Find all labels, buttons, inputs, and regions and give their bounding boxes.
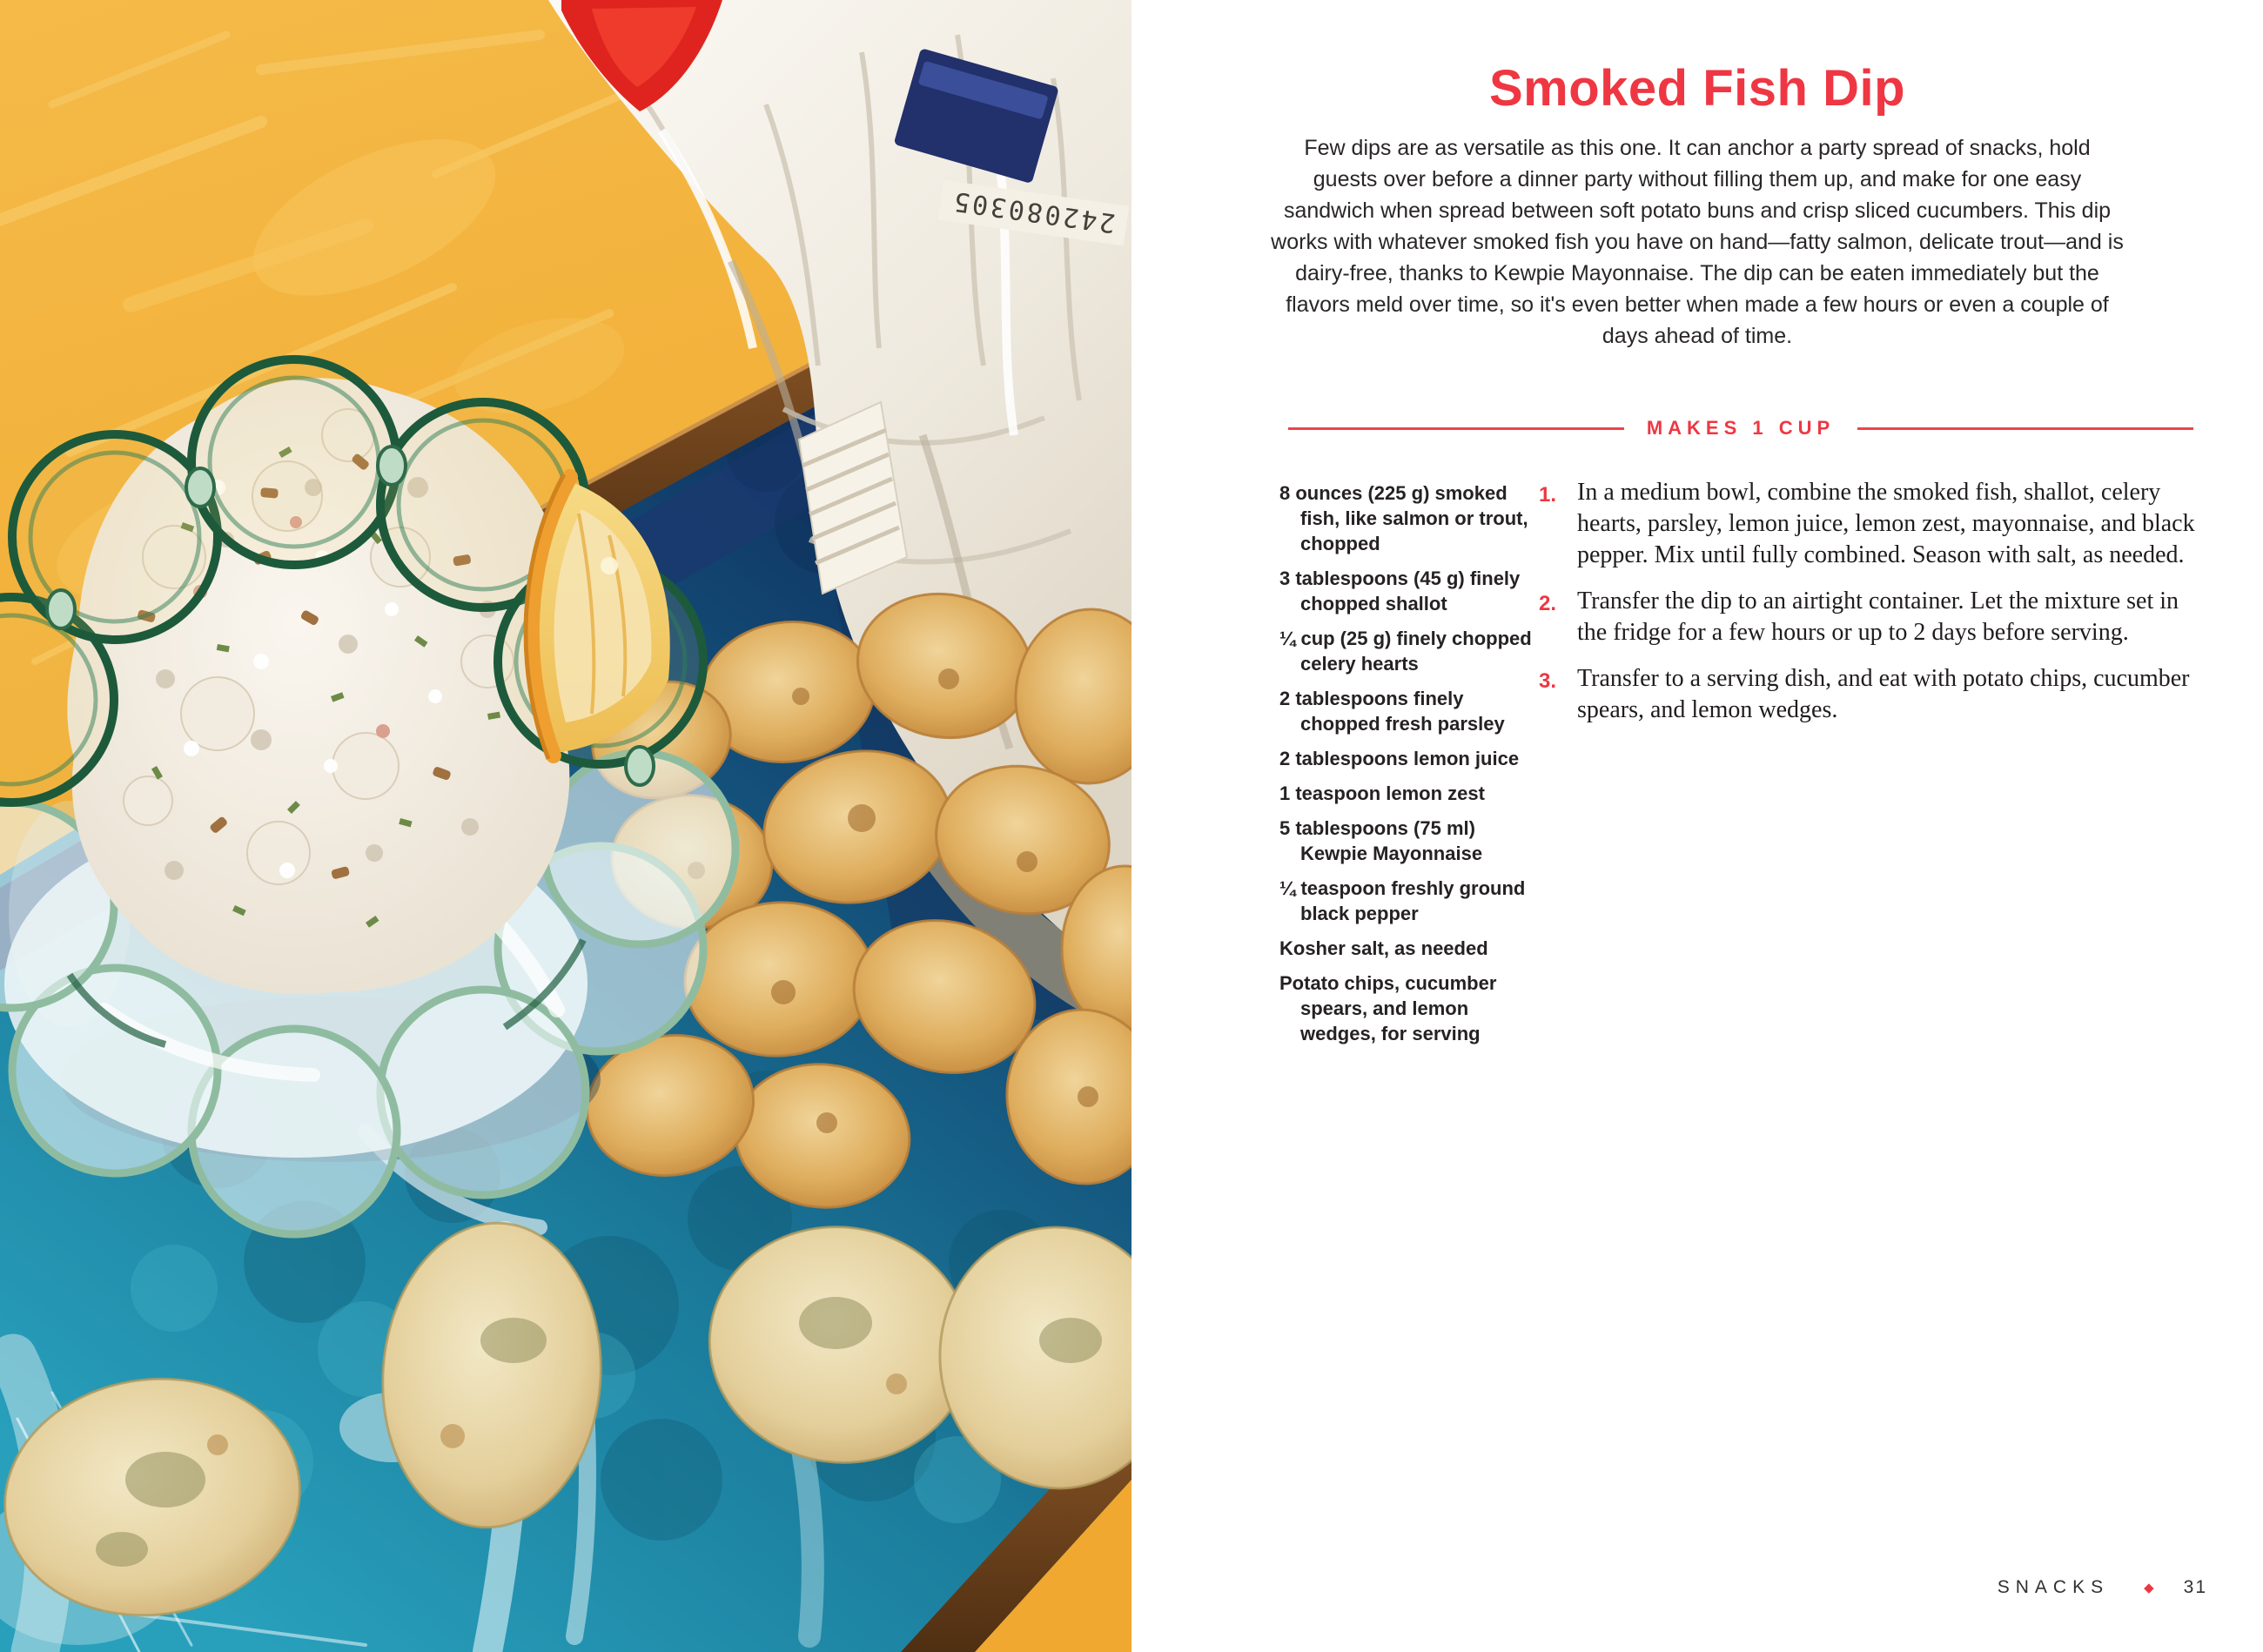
ingredient-item: ¼ teaspoon freshly ground black pepper: [1279, 877, 1526, 924]
step-text: Transfer the dip to an airtight container. Let the mixture set in the fridge for a few hours or up to 2 days before serving.: [1577, 588, 2179, 646]
ingredient-item: 8 ounces (225 g) smoked fish, like salmon or trout, chopped: [1279, 482, 1528, 554]
footer-page-number: 31: [2183, 1577, 2207, 1597]
recipe-intro: Few dips are as versatile as this one. It can anchor a party spread of snacks, hold guests over before a dinner party without filling them up, and make for one easy sandwich when spread between soft potato buns and crisp sliced cucumbers. This dip works with whatever smoked fish you have on hand—fatty salmon, delicate trout—and is dairy-free, thanks to Kewpie Mayonnaise. The dip can be eaten immediately but the flavors meld over time, so it's even better when made a few hours or even a couple of days ahead of time.: [1271, 136, 2124, 348]
page-footer: [1998, 1577, 2207, 1598]
ingredient-item: 5 tablespoons (75 ml) Kewpie Mayonnaise: [1279, 817, 1483, 864]
bag-barcode-text: 242080305: [950, 185, 1118, 238]
ingredient-item: 3 tablespoons (45 g) finely chopped shallot: [1279, 567, 1521, 614]
step-text: In a medium bowl, combine the smoked fish, shallot, celery hearts, parsley, lemon juice, lemon zest, mayonnaise, and black pepper. Mix until fully combined. Season with salt, as needed.: [1577, 479, 2195, 568]
ingredient-item: ¼ cup (25 g) finely chopped celery hearts: [1279, 628, 1532, 675]
recipe-page: [1132, 0, 2263, 1652]
step-number: 2.: [1539, 592, 1557, 615]
ingredients-list: [1279, 480, 1534, 1056]
footer-section-label: SNACKS: [1997, 1577, 2110, 1597]
yield-label: MAKES 1 CUP: [1646, 417, 1836, 439]
step-item: [1539, 663, 2199, 726]
ingredient-item: Kosher salt, as needed: [1279, 937, 1488, 959]
ingredient-item: Potato chips, cucumber spears, and lemon wedges, for serving: [1279, 972, 1497, 1044]
yield-rule-right: [1857, 427, 2193, 430]
ingredient-item: 2 tablespoons lemon juice: [1279, 748, 1520, 769]
yield-divider: [1288, 417, 2193, 440]
step-item: [1539, 586, 2199, 648]
step-number: 3.: [1539, 669, 1557, 693]
yield-rule-left: [1288, 427, 1624, 430]
step-number: 1.: [1539, 483, 1557, 507]
steps-list: [1539, 477, 2199, 741]
step-text: Transfer to a serving dish, and eat with potato chips, cucumber spears, and lemon wedges.: [1577, 665, 2190, 723]
ingredient-item: 2 tablespoons finely chopped fresh parsley: [1279, 688, 1505, 735]
ingredient-item: 1 teaspoon lemon zest: [1279, 782, 1485, 804]
recipe-title: Smoked Fish Dip: [1488, 60, 1905, 117]
diamond-icon: ◆: [2144, 1581, 2154, 1595]
step-item: [1539, 477, 2199, 571]
